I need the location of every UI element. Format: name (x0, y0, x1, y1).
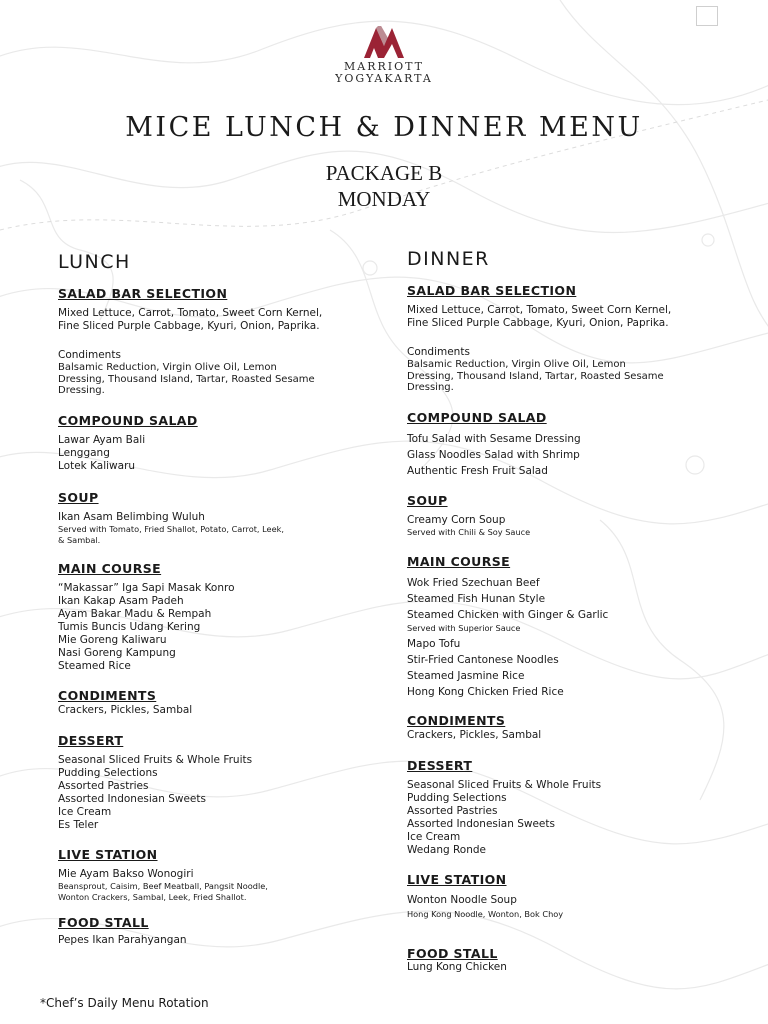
dinner-dessert-heading: DESSERT (407, 758, 473, 773)
dinner-soup-note: Served with Chili & Soy Sauce (407, 527, 531, 537)
list-item: Steamed Fish Hunan Style (407, 593, 546, 605)
list-item: Seasonal Sliced Fruits & Whole Fruits (407, 779, 602, 791)
note-line: Served with Tomato, Fried Shallot, Potato, Carrot, Leek, (58, 524, 284, 534)
list-item: Dressing, Thousand Island, Tartar, Roasted Sesame (407, 370, 664, 382)
dinner-title: DINNER (407, 248, 490, 270)
lunch-main-heading: MAIN COURSE (58, 561, 162, 576)
dinner-salad-bar-items (407, 304, 671, 330)
lunch-soup-heading: SOUP (58, 490, 99, 505)
page-title: MICE LUNCH & DINNER MENU (125, 112, 643, 143)
dinner-condiments-list (407, 359, 664, 394)
lunch-condiments-item: Crackers, Pickles, Sambal (58, 704, 193, 716)
lunch-compound-heading: COMPOUND SALAD (58, 413, 198, 428)
lunch-condiments-heading: CONDIMENTS (58, 688, 157, 703)
brand-line-2: YOGYAKARTA (335, 72, 433, 85)
lunch-dessert-heading: DESSERT (58, 733, 124, 748)
dinner-condiments-label: Condiments (407, 346, 470, 358)
list-item: Glass Noodles Salad with Shrimp (407, 449, 580, 461)
lunch-salad-bar-items (58, 307, 322, 333)
package-label: PACKAGE B (325, 161, 443, 185)
list-item: Lenggang (58, 447, 110, 459)
list-item: Steamed Chicken with Ginger & Garlic (407, 609, 609, 621)
lunch-soup-item: Ikan Asam Belimbing Wuluh (58, 511, 205, 523)
lunch-main-items (58, 582, 235, 673)
list-item: Es Teler (58, 819, 99, 831)
list-item: Authentic Fresh Fruit Salad (407, 465, 548, 477)
dinner-live-item: Wonton Noodle Soup (407, 894, 517, 906)
note-line: & Sambal. (58, 535, 101, 545)
lunch-compound-items (58, 434, 145, 473)
list-item: Assorted Indonesian Sweets (407, 818, 555, 830)
list-item: Wok Fried Szechuan Beef (407, 577, 540, 589)
list-item: Balsamic Reduction, Virgin Olive Oil, Lemon (407, 359, 626, 370)
lunch-soup-note (58, 524, 284, 546)
day-label: MONDAY (337, 187, 431, 211)
list-item: Assorted Pastries (407, 805, 498, 817)
list-item: Dressing, Thousand Island, Tartar, Roasted Sesame (58, 373, 315, 385)
brand-line-1: MARRIOTT (343, 60, 424, 73)
dinner-main-note: Served with Superior Sauce (407, 623, 521, 633)
list-item: Lotek Kaliwaru (58, 460, 136, 472)
list-item: Mixed Lettuce, Carrot, Tomato, Sweet Corn Kernel, (407, 304, 672, 316)
list-item: Hong Kong Chicken Fried Rice (407, 686, 564, 698)
list-item: Mixed Lettuce, Carrot, Tomato, Sweet Corn Kernel, (58, 307, 323, 319)
package-heading (0, 160, 768, 212)
list-item: Pudding Selections (58, 767, 158, 779)
footnote: *Chef’s Daily Menu Rotation (40, 996, 209, 1010)
dinner-dessert-items (407, 779, 601, 857)
dinner-soup-heading: SOUP (407, 493, 448, 508)
dinner-compound-items (407, 431, 581, 479)
list-item: “Makassar” Iga Sapi Masak Konro (58, 582, 235, 594)
lunch-salad-bar-heading: SALAD BAR SELECTION (58, 286, 228, 301)
dinner-food-stall-item: Lung Kong Chicken (407, 961, 507, 973)
dinner-main-heading: MAIN COURSE (407, 554, 511, 569)
dinner-soup-item: Creamy Corn Soup (407, 514, 506, 526)
dinner-live-note: Hong Kong Noodle, Wonton, Bok Choy (407, 909, 564, 919)
marriott-m-icon (362, 26, 406, 58)
list-item: Ikan Kakap Asam Padeh (58, 595, 184, 607)
list-item: Steamed Jasmine Rice (407, 670, 525, 682)
list-item: Ice Cream (58, 806, 112, 818)
lunch-title: LUNCH (58, 251, 131, 273)
marriott-logo (0, 26, 768, 85)
lunch-dessert-items (58, 754, 252, 832)
list-item: Tumis Buncis Udang Kering (58, 621, 201, 633)
list-item: Mapo Tofu (407, 638, 461, 650)
dinner-condiments-item: Crackers, Pickles, Sambal (407, 729, 542, 741)
dinner-live-heading: LIVE STATION (407, 872, 507, 887)
list-item: Steamed Rice (58, 660, 131, 672)
list-item: Fine Sliced Purple Cabbage, Kyuri, Onion, Paprika. (407, 317, 669, 329)
lunch-condiments-label: Condiments (58, 349, 121, 361)
lunch-live-item: Mie Ayam Bakso Wonogiri (58, 868, 194, 880)
corner-square (696, 6, 718, 26)
list-item: Fine Sliced Purple Cabbage, Kyuri, Onion, Paprika. (58, 320, 320, 332)
lunch-food-stall-item: Pepes Ikan Parahyangan (58, 934, 187, 946)
lunch-condiments-list (58, 362, 315, 397)
list-item: Balsamic Reduction, Virgin Olive Oil, Lemon (58, 362, 277, 373)
note-line: Beansprout, Caisim, Beef Meatball, Pangsit Noodle, (58, 881, 268, 891)
note-line: Wonton Crackers, Sambal, Leek, Fried Shallot. (58, 892, 247, 902)
list-item: Pudding Selections (407, 792, 507, 804)
list-item: Dressing. (58, 385, 105, 396)
list-item: Ayam Bakar Madu & Rempah (58, 608, 212, 620)
list-item: Ice Cream (407, 831, 461, 843)
lunch-food-stall-heading: FOOD STALL (58, 915, 149, 930)
dinner-salad-bar-heading: SALAD BAR SELECTION (407, 283, 577, 298)
dinner-main-items-b (407, 636, 564, 700)
list-item: Assorted Pastries (58, 780, 149, 792)
list-item: Assorted Indonesian Sweets (58, 793, 206, 805)
list-item: Stir-Fried Cantonese Noodles (407, 654, 559, 666)
dinner-food-stall-heading: FOOD STALL (407, 946, 498, 961)
lunch-live-note (58, 881, 268, 903)
list-item: Dressing. (407, 382, 454, 393)
lunch-live-heading: LIVE STATION (58, 847, 158, 862)
list-item: Nasi Goreng Kampung (58, 647, 176, 659)
dinner-condiments-heading: CONDIMENTS (407, 713, 506, 728)
dinner-compound-heading: COMPOUND SALAD (407, 410, 547, 425)
list-item: Seasonal Sliced Fruits & Whole Fruits (58, 754, 253, 766)
list-item: Tofu Salad with Sesame Dressing (407, 433, 581, 445)
list-item: Lawar Ayam Bali (58, 434, 146, 446)
dinner-main-items-a (407, 575, 608, 623)
list-item: Mie Goreng Kaliwaru (58, 634, 167, 646)
list-item: Wedang Ronde (407, 844, 487, 856)
